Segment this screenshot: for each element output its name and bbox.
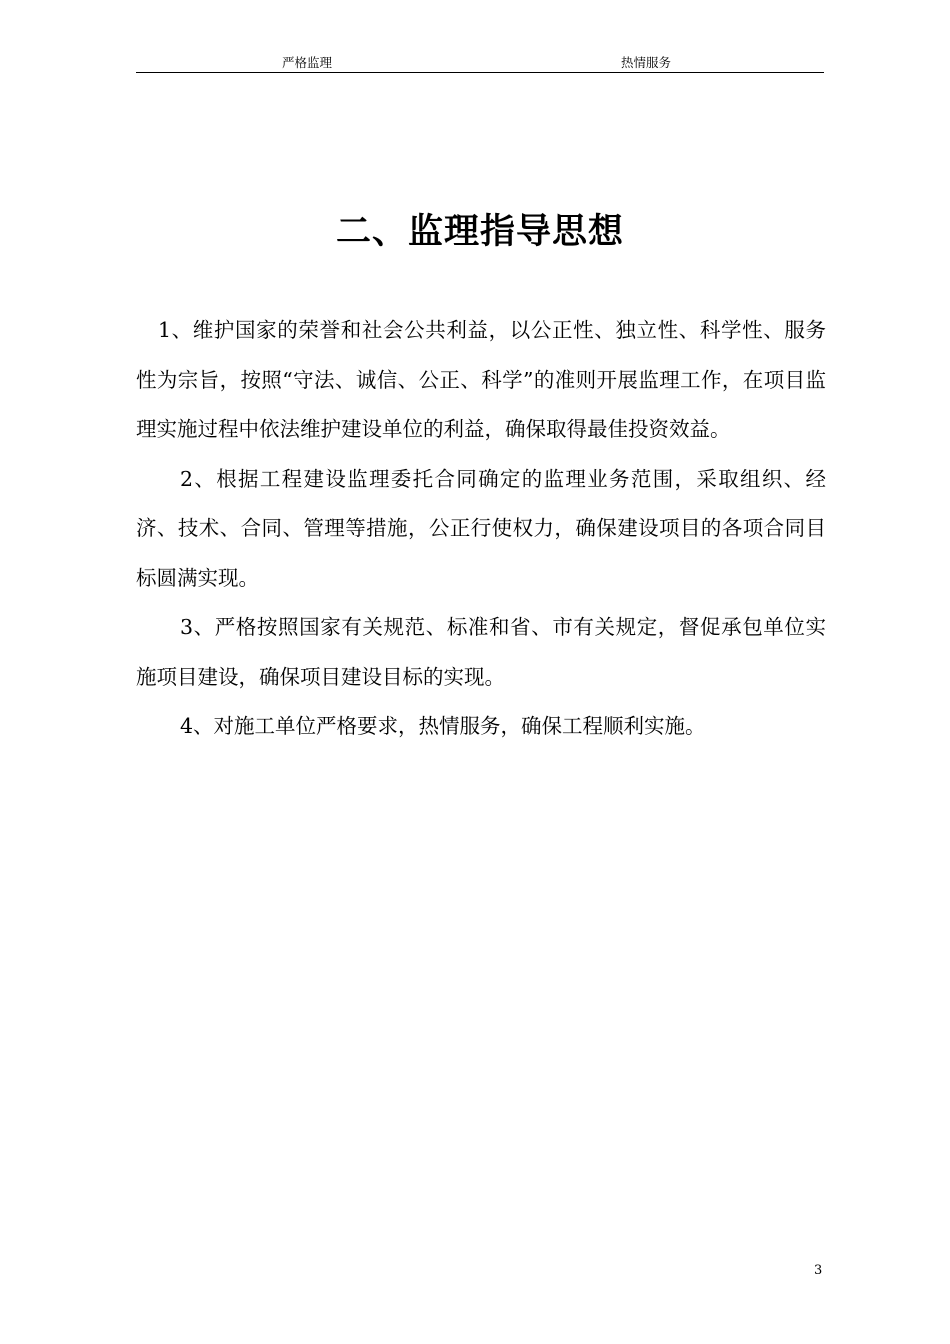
paragraph-1: 1、维护国家的荣誉和社会公共利益，以公正性、独立性、科学性、服务性为宗旨，按照“守法、诚信、公正、科学”的准则开展监理工作，在项目监理实施过程中依法维护建设单位的利益，确保取得最佳投资效益。 xyxy=(136,318,826,441)
paragraph-3: 3、严格按照国家有关规范、标准和省、市有关规定，督促承包单位实施项目建设，确保项目建设目标的实现。 xyxy=(136,615,826,689)
header-right-text: 热情服务 xyxy=(621,55,672,70)
page-number: 3 xyxy=(814,1263,823,1278)
paragraph-2: 2、根据工程建设监理委托合同确定的监理业务范围，采取组织、经济、技术、合同、管理等措施，公正行使权力，确保建设项目的各项合同目标圆满实现。 xyxy=(136,466,826,590)
page-header xyxy=(136,54,824,73)
paragraph-4: 4、对施工单位严格要求，热情服务，确保工程顺利实施。 xyxy=(180,714,706,738)
header-left-text: 严格监理 xyxy=(282,55,333,70)
document-body xyxy=(136,306,826,752)
section-title: 二、监理指导思想 xyxy=(335,212,624,252)
